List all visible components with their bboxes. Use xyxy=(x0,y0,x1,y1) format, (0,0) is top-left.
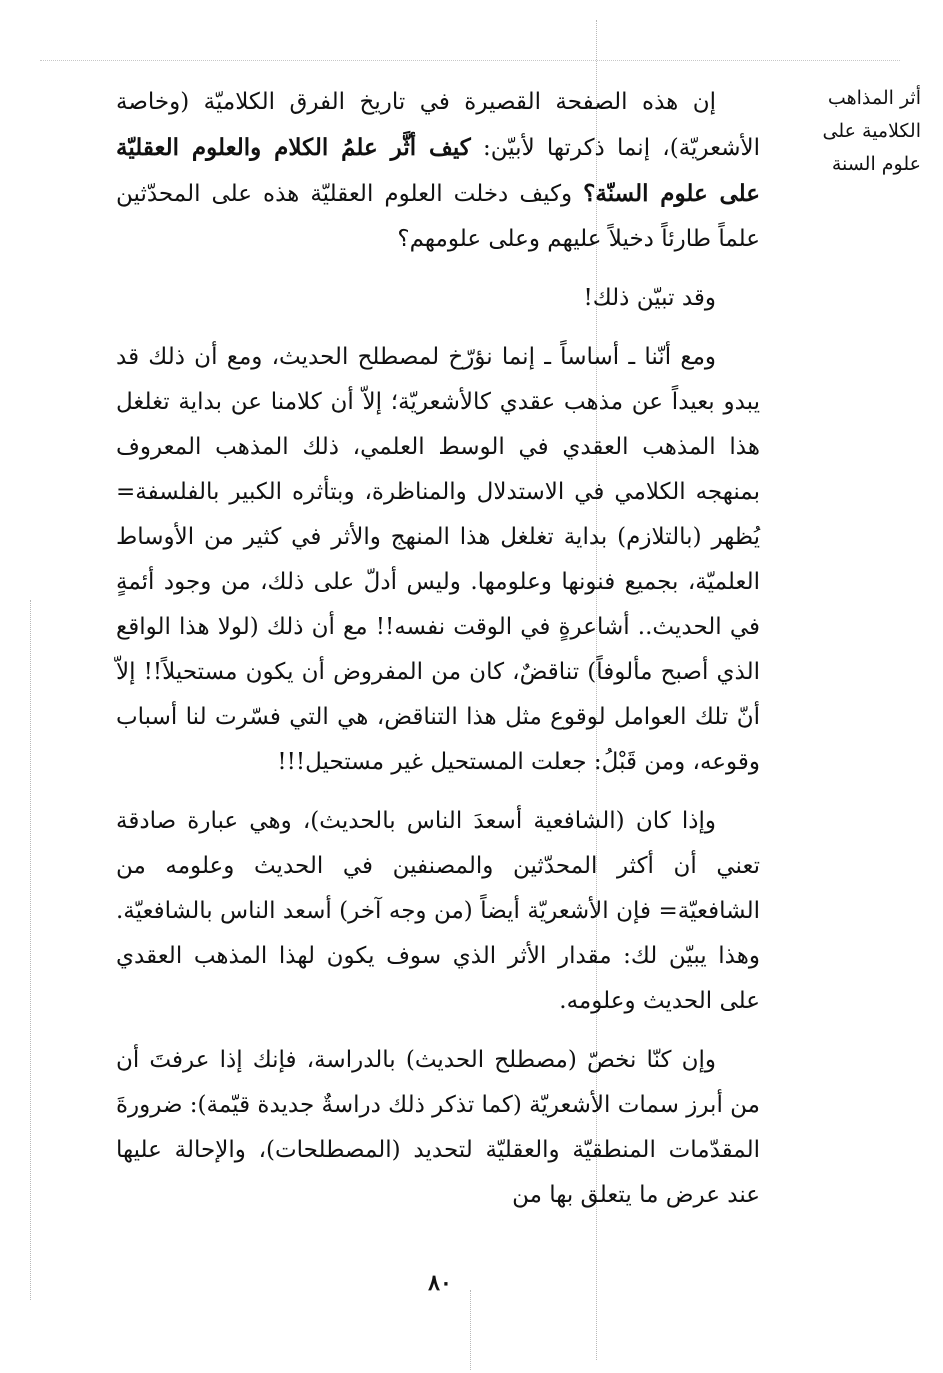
scan-artifact-line xyxy=(40,60,900,61)
paragraph-text: إن هذه الصفحة القصيرة في تاريخ الفرق الكلاميّة (وخاصة الأشعريّة)، إنما ذكرتها لأبيّن: xyxy=(116,89,760,161)
paragraph: وإذا كان (الشافعية أسعدَ الناس بالحديث)، وهي عبارة صادقة تعني أن أكثر المحدّثين والمصنفين في الحديث وعلومه من الشافعيّة= فإن الأشعريّة أيضاً (من وجه آخر) أسعد الناس بالشافعيّة. وهذا يبيّن لك: مقدار الأثر الذي سوف يكون لهذا المذهب العقدي على الحديث وعلومه. xyxy=(116,808,760,1014)
scan-artifact-line xyxy=(470,1290,471,1370)
main-text xyxy=(116,80,760,1218)
scan-artifact-line xyxy=(30,600,31,1300)
paragraph-text: وكيف دخلت العلوم العقليّة هذه على المحدّثين علماً طارئاً دخيلاً عليهم وعلى علومهم؟ xyxy=(116,181,760,252)
emphasized-question: كيف أثَّر علمُ الكلام والعلوم العقليّة على علوم السنّة؟ xyxy=(116,134,760,207)
paragraph: وقد تبيّن ذلك! xyxy=(583,285,716,311)
paragraph xyxy=(116,80,760,262)
margin-note-line: أثر المذاهب xyxy=(827,87,921,109)
margin-note-line: الكلامية على xyxy=(822,120,921,142)
paragraph: وإن كنّا نخصّ (مصطلح الحديث) بالدراسة، فإنك إذا عرفتَ أن من أبرز سمات الأشعريّة (كما تذكر ذلك دراسةٌ جديدة قيّمة): ضرورةَ المقدّمات المنطقيّة والعقليّة لتحديد (المصطلحات)، والإحالة عليها عند عرض ما يتعلق بها من xyxy=(116,1047,760,1208)
page-number: ٨٠ xyxy=(428,1270,452,1296)
margin-note xyxy=(781,82,921,181)
margin-note-line: علوم السنة xyxy=(831,153,921,175)
paragraph: ومع أنّنا ـ أساساً ـ إنما نؤرّخ لمصطلح الحديث، ومع أن ذلك قد يبدو بعيداً عن مذهب عقدي كالأشعريّة؛ إلاّ أن كلامنا عن بداية تغلغل هذا المذهب العقدي في الوسط العلمي، ذلك المذهب المعروف بمنهجه الكلامي في الاستدلال والمناظرة، وبتأثره الكبير بالفلسفة= يُظهر (بالتلازم) بداية تغلغل هذا المنهج والأثر في كثير من الأوساط العلميّة، بجميع فنونها وعلومها. وليس أدلّ على ذلك، من وجود أئمةٍ في الحديث.. أشاعرةٍ في الوقت نفسه!! مع أن ذلك (لولا هذا الواقع الذي أصبح مألوفاً) تناقضٌ، كان من المفروض أن يكون مستحيلاً!! إلاّ أنّ تلك العوامل لوقوع مثل هذا التناقض، هي التي فسّرت لنا أسباب وقوعه، ومن قَبْلُ: جعلت المستحيل غير مستحيل!!! xyxy=(116,344,760,775)
